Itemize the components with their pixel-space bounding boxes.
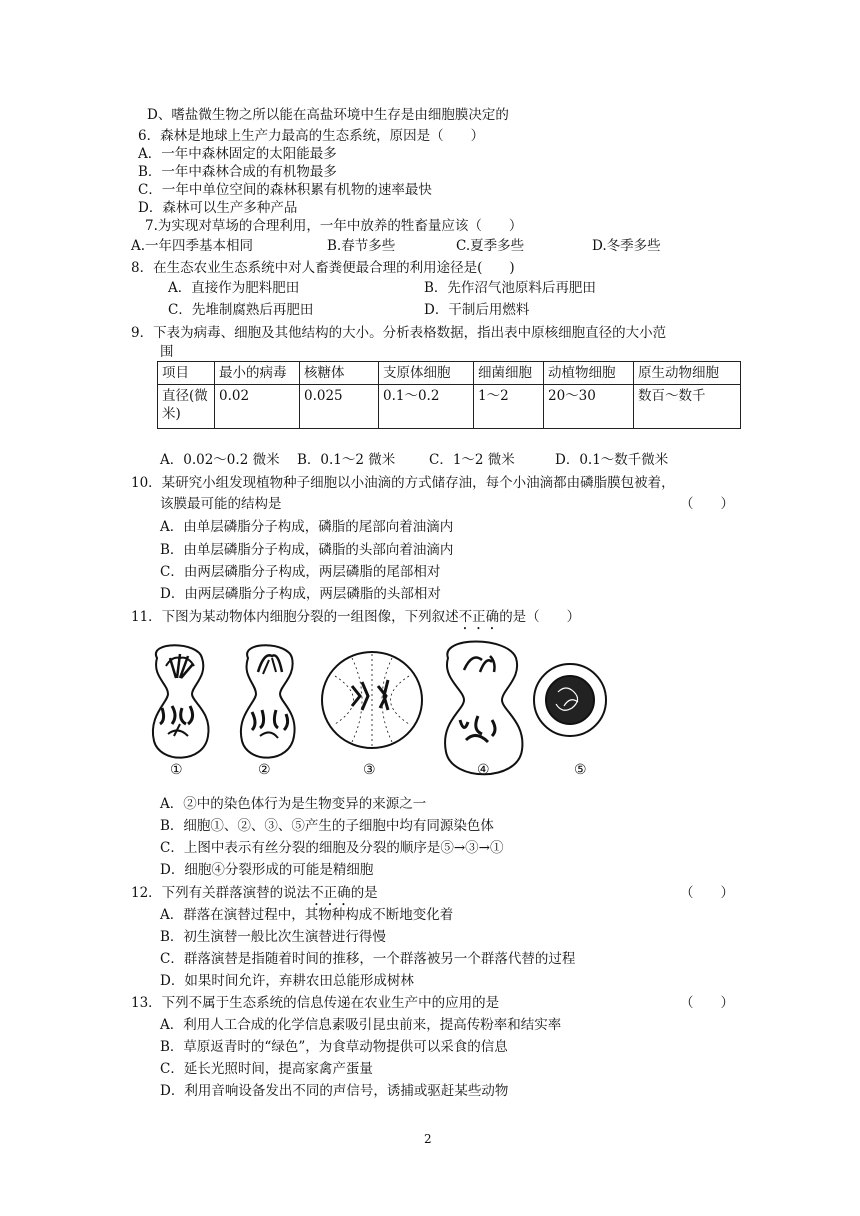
table-header-cell: 支原体细胞 <box>379 362 474 385</box>
q12-option-a: A．群落在演替过程中，其物种构成不断地变化着 <box>160 907 454 923</box>
table-header-cell: 核糖体 <box>300 362 379 385</box>
q12-answer-paren: （ ） <box>680 885 734 901</box>
q7-option-d: D.冬季多些 <box>592 238 661 254</box>
q7-option-c: C.夏季多些 <box>456 238 525 254</box>
q7-option-a: A.一年四季基本相同 <box>131 238 254 254</box>
cell-image-4 <box>445 642 522 775</box>
q12-option-d: D．如果时间允许，弃耕农田总能形成树林 <box>160 973 414 989</box>
q10-option-a: A．由单层磷脂分子构成，磷脂的尾部向着油滴内 <box>160 519 454 535</box>
q8-stem: 8．在生态农业生态系统中对人畜粪便最合理的利用途径是( ) <box>131 260 515 276</box>
figure-label-3: ③ <box>363 762 376 778</box>
q11-stem-post: 的是（ ） <box>499 609 581 625</box>
q12-stem-emphasis: 不正确 <box>310 885 351 901</box>
table-header-cell: 项目 <box>158 362 215 385</box>
q11-stem-emphasis: 不正确 <box>458 609 500 625</box>
q13-option-d: D．利用音响设备发出不同的声信号，诱捕或驱赶某些动物 <box>160 1083 509 1099</box>
q12-option-c: C．群落演替是指随着时间的推移，一个群落被另一个群落代替的过程 <box>160 951 576 967</box>
table-header-cell: 细菌细胞 <box>474 362 544 385</box>
page-number: 2 <box>424 1132 432 1146</box>
q7-option-b: B.春节多些 <box>327 238 396 254</box>
cell-image-2 <box>241 645 295 757</box>
figure-label-2: ② <box>258 762 271 778</box>
table-cell: 0.1～0.2 <box>379 385 474 429</box>
q10-option-b: B．由单层磷脂分子构成，磷脂的头部向着油滴内 <box>160 542 454 558</box>
q8-option-d: D．干制后用燃料 <box>424 302 530 318</box>
q10-answer-paren: （ ） <box>680 496 734 512</box>
q6-option-a: A．一年中森林固定的太阳能最多 <box>138 146 337 162</box>
q8-option-b: B．先作沼气池原料后再肥田 <box>424 280 596 296</box>
q8-option-a: A．直接作为肥料肥田 <box>168 280 300 296</box>
q11-stem-pre: 11．下图为某动物体内细胞分裂的一组图像，下列叙述 <box>131 609 459 625</box>
table-row-label: 直径(微米) <box>158 385 215 429</box>
q7-stem: 7.为实现对草场的合理利用，一年中放养的牲畜量应该（ ） <box>145 218 523 234</box>
q10-stem: 10．某研究小组发现植物种子细胞以小油滴的方式储存油，每个小油滴都由磷脂膜包被着， <box>131 475 675 491</box>
q11-option-a: A．②中的染色体行为是生物变异的来源之一 <box>160 796 427 812</box>
q9-option-a: A．0.02～0.2 微米 <box>160 452 280 468</box>
q12-stem-pre: 12．下列有关群落演替的说法 <box>131 885 311 901</box>
q6-option-d: D．森林可以生产多种产品 <box>138 200 298 216</box>
q11-stem <box>131 608 580 633</box>
q11-option-c: C．上图中表示有丝分裂的细胞及分裂的顺序是⑤→③→① <box>160 840 504 856</box>
table-cell: 1～2 <box>474 385 544 429</box>
q13-option-b: B．草原返青时的“绿色”，为食草动物提供可以采食的信息 <box>160 1039 508 1055</box>
q10-option-d: D．由两层磷脂分子构成，两层磷脂的头部相对 <box>160 586 441 602</box>
q10-option-c: C．由两层磷脂分子构成，两层磷脂的尾部相对 <box>160 564 441 580</box>
cell-image-5 <box>534 664 606 736</box>
q8-option-c: C．先堆制腐熟后再肥田 <box>168 302 314 318</box>
cell-image-3 <box>322 652 422 748</box>
q13-stem: 13．下列不属于生态系统的信息传递在农业生产中的应用的是 <box>131 995 500 1011</box>
figure-label-4: ④ <box>477 762 490 778</box>
q9-option-c: C．1～2 微米 <box>429 452 515 468</box>
q11-option-d: D．细胞④分裂形成的可能是精细胞 <box>160 862 374 878</box>
q13-answer-paren: （ ） <box>680 995 734 1011</box>
table-header-cell: 原生动物细胞 <box>634 362 741 385</box>
q12-option-b: B．初生演替一般比次生演替进行得慢 <box>160 929 386 945</box>
size-table <box>157 361 741 429</box>
q11-option-b: B．细胞①、②、③、⑤产生的子细胞中均有同源染色体 <box>160 818 494 834</box>
table-cell: 0.02 <box>215 385 300 429</box>
q5-option-d: D、嗜盐微生物之所以能在高盐环境中生存是由细胞膜决定的 <box>147 107 509 123</box>
table-row <box>158 385 741 429</box>
q12-stem-post: 的是 <box>350 885 378 901</box>
table-header-cell: 动植物细胞 <box>544 362 634 385</box>
q6-option-c: C．一年中单位空间的森林积累有机物的速率最快 <box>138 182 432 198</box>
q13-option-c: C．延长光照时间，提高家禽产蛋量 <box>160 1061 373 1077</box>
table-header-cell: 最小的病毒 <box>215 362 300 385</box>
q10-stem-cont: 该膜最可能的结构是 <box>160 496 282 512</box>
q6-option-b: B．一年中森林合成的有机物最多 <box>138 164 337 180</box>
q13-option-a: A．利用人工合成的化学信息素吸引昆虫前来，提高传粉率和结实率 <box>160 1017 562 1033</box>
figure-label-5: ⑤ <box>574 762 587 778</box>
q9-option-b: B．0.1～2 微米 <box>297 452 396 468</box>
q9-stem-cont: 围 <box>160 344 174 360</box>
table-header-row <box>158 362 741 385</box>
table-cell: 20～30 <box>544 385 634 429</box>
figure-label-1: ① <box>170 762 183 778</box>
cell-image-1 <box>153 645 209 757</box>
q9-option-d: D．0.1～数千微米 <box>555 452 669 468</box>
table-cell: 数百～数千 <box>634 385 741 429</box>
table-cell: 0.025 <box>300 385 379 429</box>
q9-stem: 9．下表为病毒、细胞及其他结构的大小。分析表格数据，指出表中原核细胞直径的大小范 <box>131 325 667 341</box>
q6-stem: 6．森林是地球上生产力最高的生态系统，原因是（ ） <box>138 128 485 144</box>
cell-division-figure <box>130 636 730 786</box>
